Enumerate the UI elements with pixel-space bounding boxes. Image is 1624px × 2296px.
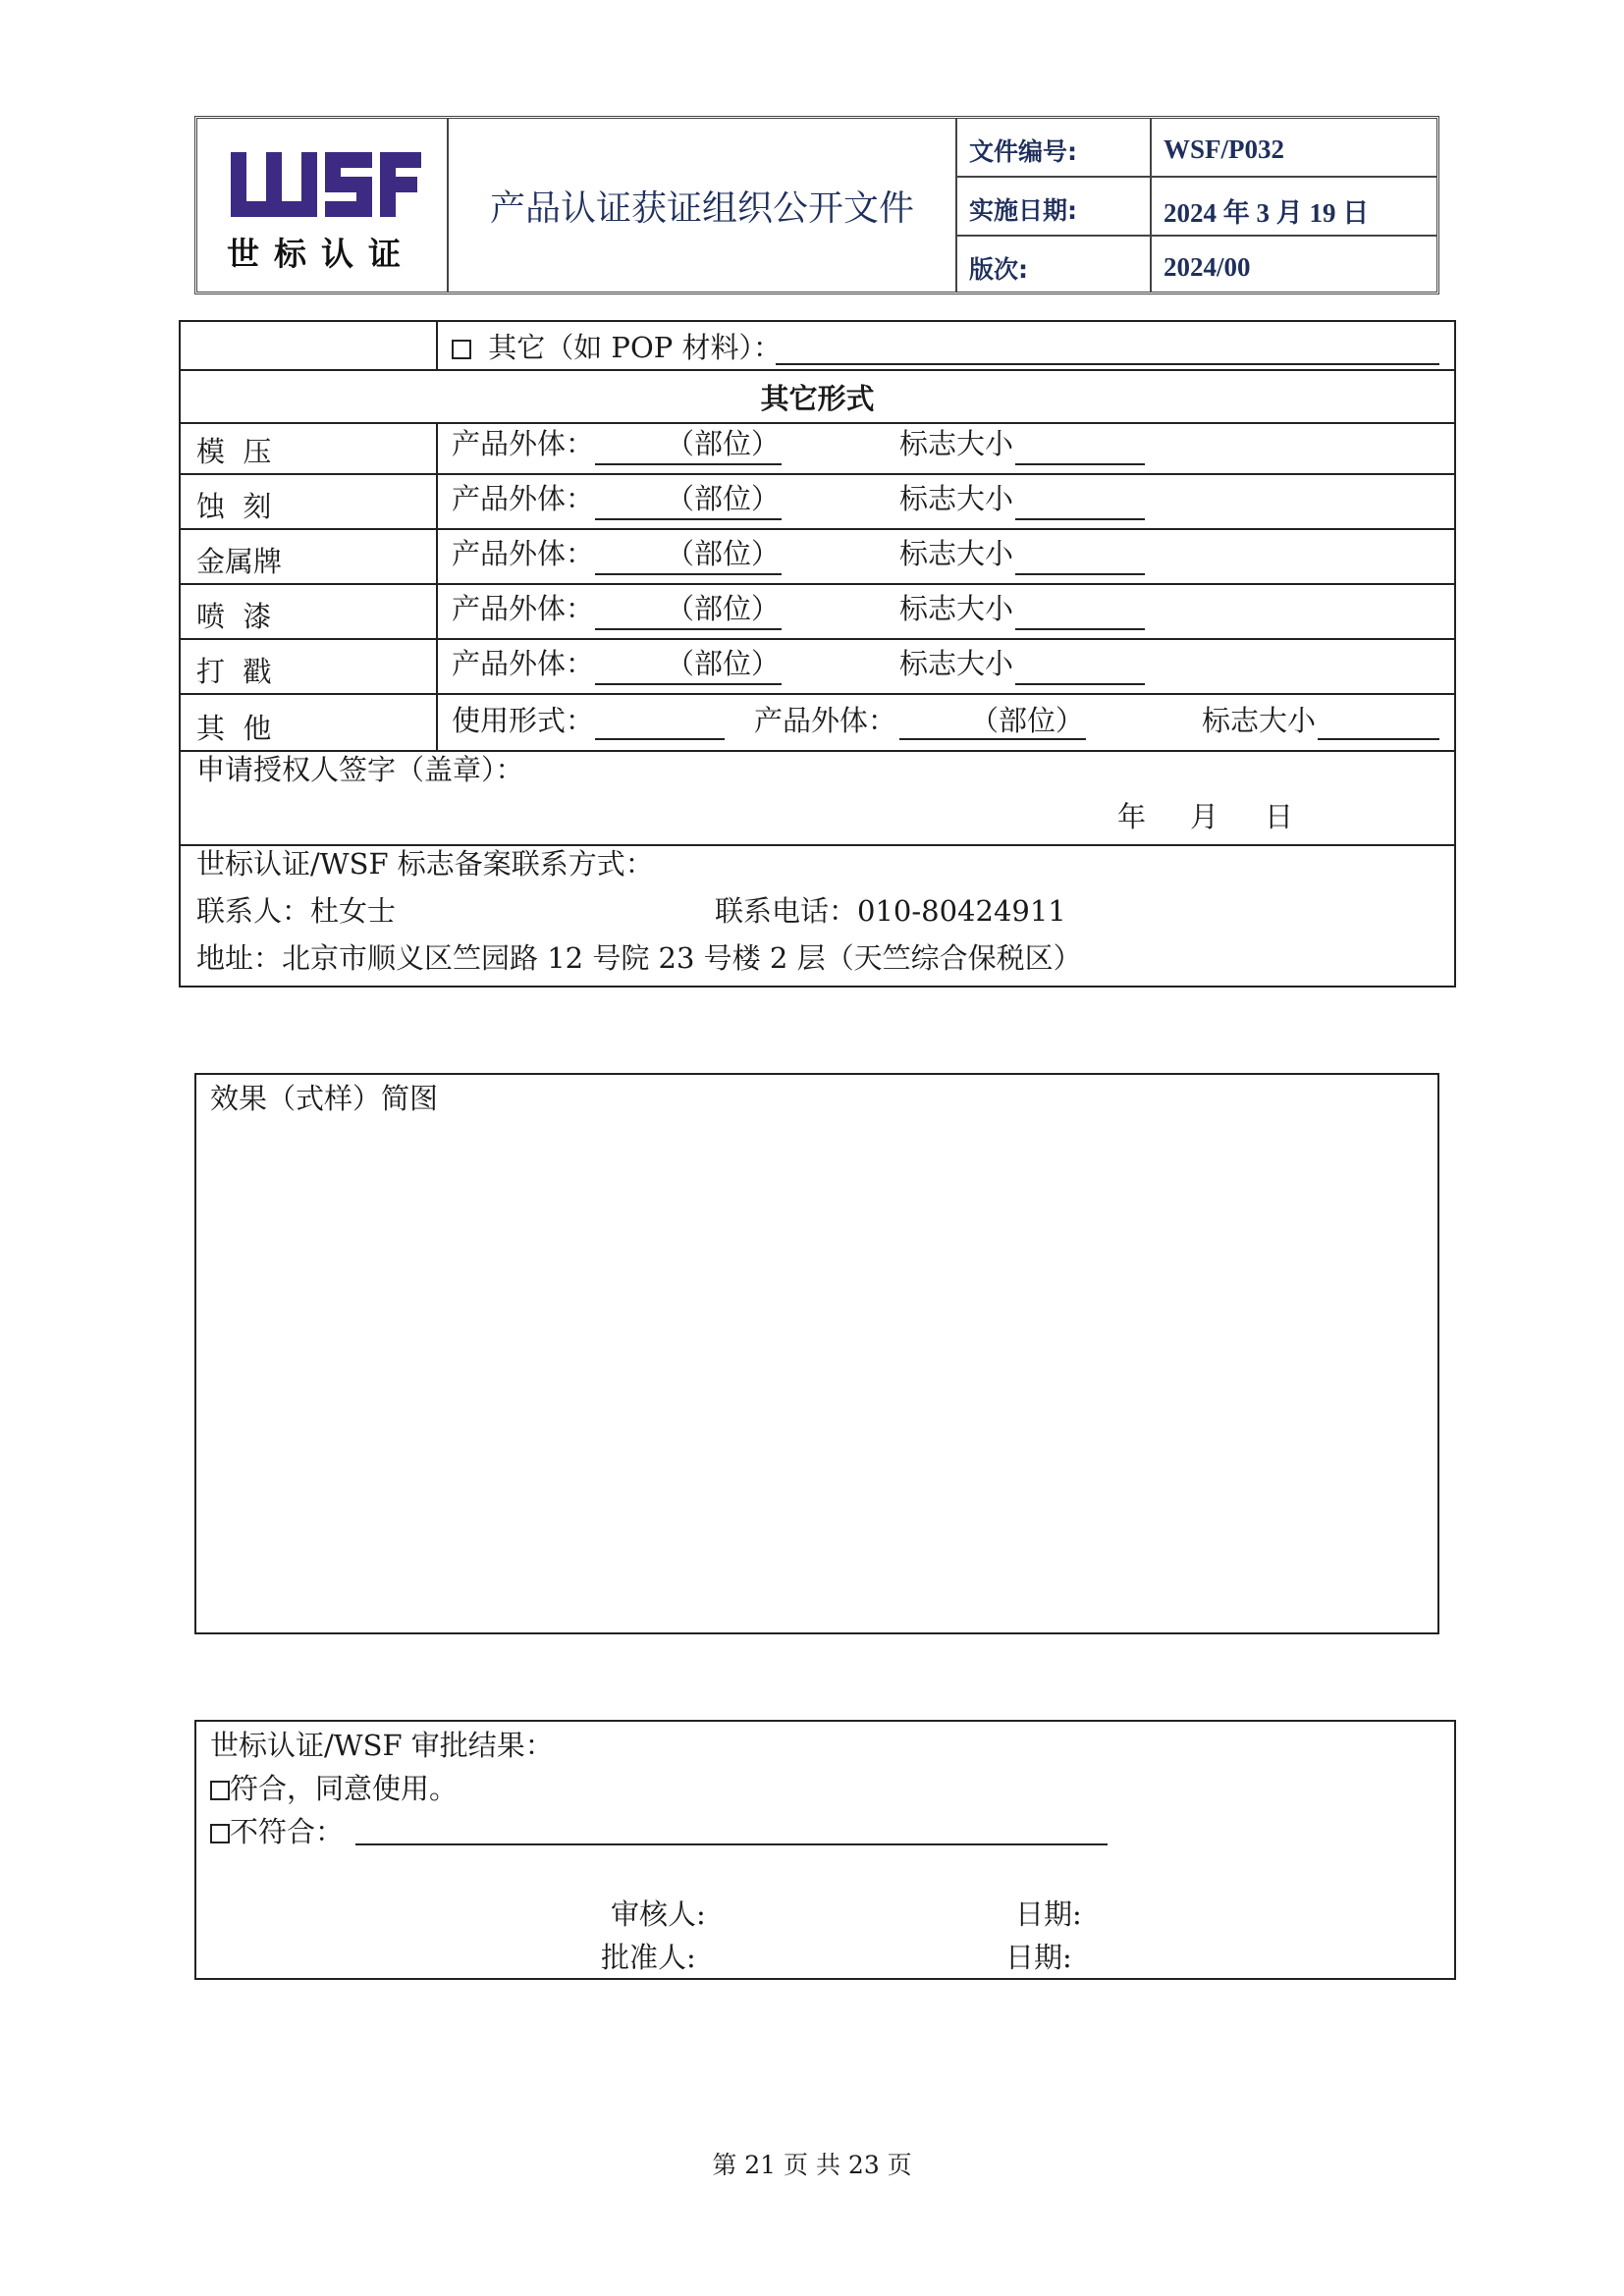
reviewer-label: 审核人: — [611, 1897, 706, 1931]
version-value: 2024/00 — [1164, 252, 1251, 282]
signature-day: 日 — [1265, 800, 1294, 833]
row-name: 打 戳 — [196, 655, 272, 688]
size-label: 标志大小 — [899, 482, 1014, 515]
size-input[interactable] — [1015, 683, 1145, 685]
row-name: 其 他 — [196, 712, 272, 745]
other-pop-label: 其它（如 POP 材料）： — [488, 331, 782, 364]
approval-ok-label: 符合，同意使用。 — [230, 1772, 459, 1805]
section-title: 其它形式 — [760, 382, 875, 415]
body-label: 产品外体： — [452, 427, 595, 460]
contact-address: 地址：北京市顺义区竺园路 12 号院 23 号楼 2 层（天竺综合保税区） — [196, 941, 1082, 975]
part-label: （部位） — [970, 704, 1085, 737]
part-input[interactable] — [595, 628, 782, 630]
body-label: 产品外体： — [452, 592, 595, 625]
signature-year: 年 — [1117, 800, 1147, 833]
part-input[interactable] — [595, 463, 782, 465]
doc-no-label: 文件编号: — [969, 137, 1077, 166]
part-label: （部位） — [666, 647, 781, 680]
reviewer-date-label: 日期: — [1015, 1897, 1082, 1931]
logo-usage-form — [179, 320, 1456, 988]
row-name: 金属牌 — [196, 545, 283, 578]
usage-input[interactable] — [595, 738, 725, 740]
body-label: 产品外体： — [452, 647, 595, 680]
part-input[interactable] — [899, 738, 1086, 740]
approval-not-ok-label: 不符合： — [230, 1815, 345, 1848]
size-label: 标志大小 — [899, 647, 1014, 680]
part-label: （部位） — [666, 537, 781, 570]
logo-chars: 世标认证 — [227, 235, 415, 273]
part-input[interactable] — [595, 518, 782, 520]
size-input[interactable] — [1015, 573, 1145, 575]
body-label: 产品外体： — [452, 482, 595, 515]
size-input[interactable] — [1015, 463, 1145, 465]
part-input[interactable] — [595, 573, 782, 575]
other-pop-row — [452, 331, 782, 364]
size-input[interactable] — [1015, 628, 1145, 630]
wsf-logo-icon — [227, 148, 423, 227]
size-input[interactable] — [1318, 738, 1439, 740]
approval-ok-row — [210, 1772, 459, 1805]
other-pop-input[interactable] — [776, 363, 1439, 365]
approval-box — [194, 1720, 1456, 1980]
doc-no-value: WSF/P032 — [1164, 134, 1285, 164]
contact-title: 世标认证/WSF 标志备案联系方式： — [196, 847, 654, 881]
document-header — [194, 116, 1439, 294]
page-number: 第 21 页 共 23 页 — [712, 2151, 912, 2179]
row-name: 喷 漆 — [196, 600, 272, 633]
size-label: 标志大小 — [899, 592, 1014, 625]
document-title-text: 产品认证获证组织公开文件 — [489, 187, 914, 229]
part-label: （部位） — [666, 482, 781, 515]
approval-not-ok-checkbox[interactable] — [210, 1824, 230, 1843]
approver-date-label: 日期: — [1005, 1941, 1072, 1974]
date-value: 2024 年 3 月 19 日 — [1164, 198, 1370, 228]
date-label: 实施日期: — [969, 196, 1077, 225]
approval-not-ok-row — [210, 1815, 345, 1848]
contact-person: 联系人：杜女士 — [196, 894, 397, 928]
document-title — [449, 119, 955, 292]
size-label: 标志大小 — [899, 427, 1014, 460]
approval-ok-checkbox[interactable] — [210, 1781, 230, 1800]
size-input[interactable] — [1015, 518, 1145, 520]
approver-label: 批准人: — [601, 1941, 696, 1974]
effect-label: 效果（式样）简图 — [210, 1082, 439, 1115]
size-label: 标志大小 — [1202, 704, 1317, 737]
other-pop-checkbox[interactable] — [452, 340, 471, 359]
effect-sketch-box[interactable] — [194, 1073, 1439, 1634]
usage-label: 使用形式： — [452, 704, 595, 737]
version-label: 版次: — [969, 255, 1028, 284]
part-label: （部位） — [666, 592, 781, 625]
size-label: 标志大小 — [899, 537, 1014, 570]
body-label: 产品外体： — [452, 537, 595, 570]
logo — [197, 119, 447, 292]
approval-title: 世标认证/WSF 审批结果： — [210, 1729, 554, 1762]
not-ok-reason-input[interactable] — [355, 1843, 1108, 1845]
signature-month: 月 — [1190, 800, 1219, 833]
part-input[interactable] — [595, 683, 782, 685]
contact-phone: 联系电话：010-80424911 — [715, 894, 1066, 928]
body-label: 产品外体： — [754, 704, 897, 737]
part-label: （部位） — [666, 427, 781, 460]
row-name: 模 压 — [196, 435, 272, 468]
row-name: 蚀 刻 — [196, 490, 272, 523]
signature-label: 申请授权人签字（盖章）： — [196, 753, 524, 786]
